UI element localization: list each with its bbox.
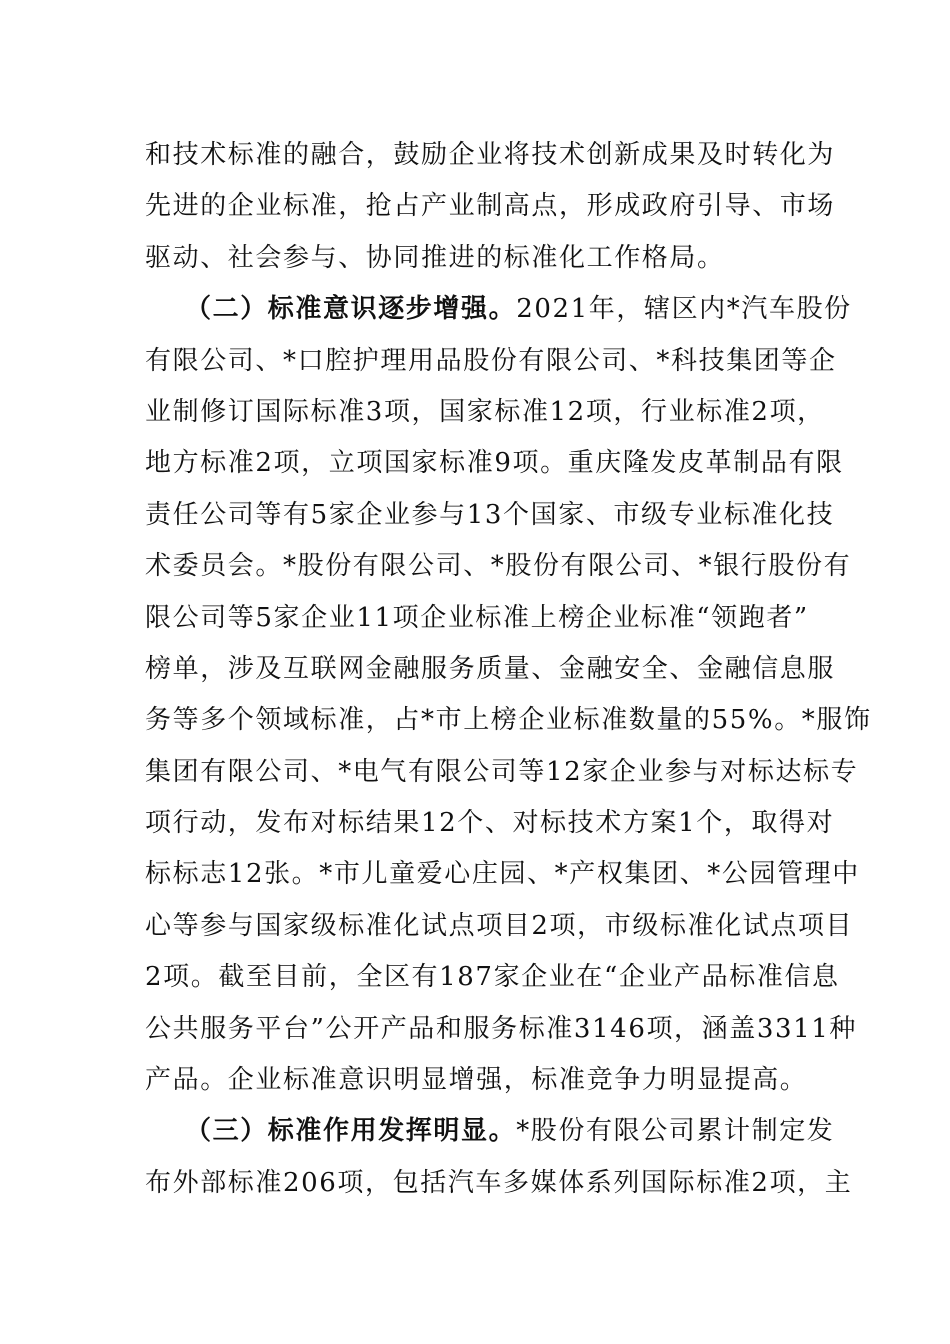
section-2-heading: （二）标准意识逐步增强。	[185, 294, 517, 325]
text-line: 务等多个领域标准，占*市上榜企业标准数量的55%。*服饰	[145, 705, 872, 736]
section-2-first-line-text: 2021年，辖区内*汽车股份	[516, 294, 852, 325]
text-line: 项行动，发布对标结果12个、对标技术方案1个，取得对	[145, 808, 835, 839]
text-line	[145, 1106, 835, 1157]
section-3-heading: （三）标准作用发挥明显。	[185, 1116, 517, 1147]
text-line: 布外部标准206项，包括汽车多媒体系列国际标准2项，主	[145, 1167, 853, 1198]
text-line: 责任公司等有5家企业参与13个国家、市级专业标准化技	[145, 499, 835, 530]
text-line	[145, 284, 852, 335]
section-2-paragraph	[145, 284, 872, 1106]
text-line: 公共服务平台”公开产品和服务标准3146项，涵盖3311种	[145, 1013, 858, 1044]
text-line: 产品。企业标准意识明显增强，标准竞争力明显提高。	[145, 1065, 808, 1096]
text-line: 有限公司、*口腔护理用品股份有限公司、*科技集团等企	[145, 345, 837, 376]
text-line: 先进的企业标准，抢占产业制高点，形成政府引导、市场	[145, 191, 836, 222]
text-line: 业制修订国际标准3项，国家标准12项，行业标准2项，	[145, 396, 825, 427]
text-line: 集团有限公司、*电气有限公司等12家企业参与对标达标专	[145, 756, 859, 787]
text-line: 驱动、社会参与、协同推进的标准化工作格局。	[145, 242, 725, 273]
section-3-paragraph	[145, 1106, 853, 1209]
document-body	[145, 130, 872, 1209]
text-line: 地方标准2项，立项国家标准9项。重庆隆发皮革制品有限	[145, 448, 844, 479]
text-line: 术委员会。*股份有限公司、*股份有限公司、*银行股份有	[145, 551, 852, 582]
text-line: 心等参与国家级标准化试点项目2项，市级标准化试点项目	[145, 910, 854, 941]
text-line: 和技术标准的融合，鼓励企业将技术创新成果及时转化为	[145, 140, 836, 170]
text-line: 标标志12张。*市儿童爱心庄园、*产权集团、*公园管理中	[145, 859, 860, 890]
paragraph-continuation	[145, 130, 836, 284]
section-3-first-line-text: *股份有限公司累计制定发	[516, 1116, 835, 1147]
text-line: 2项。截至目前，全区有187家企业在“企业产品标准信息	[145, 962, 840, 993]
text-line: 榜单，涉及互联网金融服务质量、金融安全、金融信息服	[145, 653, 836, 684]
text-line: 限公司等5家企业11项企业标准上榜企业标准“领跑者”	[145, 602, 809, 633]
